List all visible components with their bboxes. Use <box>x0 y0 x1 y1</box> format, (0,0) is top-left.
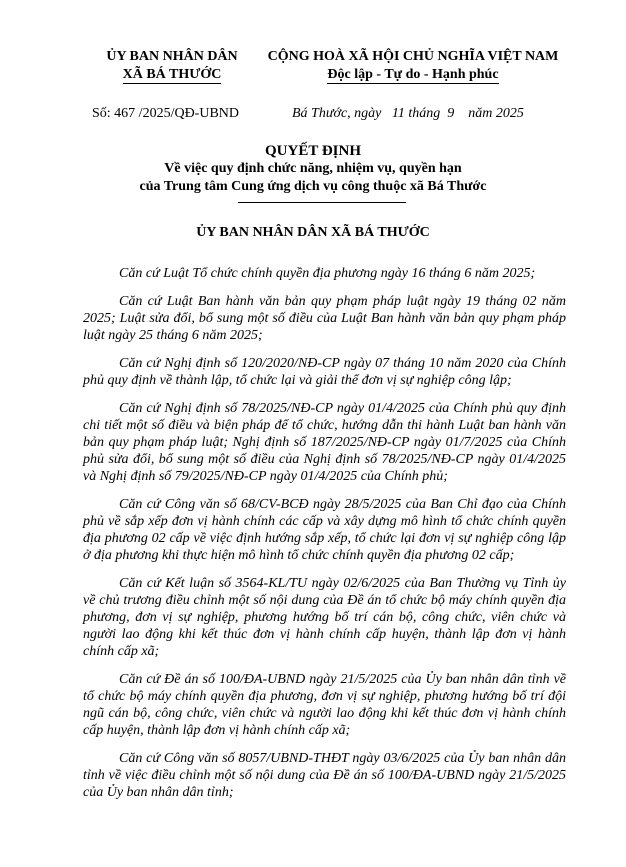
agency-commune: XÃ BÁ THƯỚC <box>122 67 222 82</box>
legal-basis-item: Căn cứ Luật Ban hành văn bản quy phạm pháp luật ngày 19 tháng 02 năm 2025; Luật sửa đổi, bổ sung một số điều của Luật Ban hành văn bản quy phạm pháp luật ngày 25 tháng 6 năm 2025; <box>83 294 566 343</box>
national-title: CỘNG HOÀ XÃ HỘI CHỦ NGHĨA VIỆT NAM <box>267 49 559 64</box>
decision-subject-line2: của Trung tâm Cung ứng dịch vụ công thuộc xã Bá Thước <box>139 179 487 194</box>
national-header <box>258 48 568 84</box>
legal-basis-item: Căn cứ Luật Tổ chức chính quyền địa phương ngày 16 tháng 6 năm 2025; <box>119 266 536 281</box>
document-date: Bá Thước, ngày 11 tháng 9 năm 2025 <box>292 106 524 121</box>
legal-basis-item: Căn cứ Công văn số 8057/UBND-THĐT ngày 03/6/2025 của Ủy ban nhân dân tỉnh về việc điều chỉnh một số nội dung của Đề án số 100/ĐA-UBND ngày 21/5/2025 của Ủy ban nhân dân tỉnh; <box>83 751 566 800</box>
legal-basis-item: Căn cứ Nghị định số 78/2025/NĐ-CP ngày 01/4/2025 của Chính phủ quy định chi tiết một số điều và biện pháp để tổ chức, hướng dẫn thi hành Luật ban hành văn bản quy phạm pháp luật; Nghị định số 187/2025/NĐ-CP ngày 01/7/2025 của Chính phủ sửa đổi, bổ sung một số điều của Nghị định số 78/2025/NĐ-CP ngày 01/4/2025 và Nghị định số 79/2025/NĐ-CP ngày 01/4/2025 của Chính phủ; <box>83 401 566 484</box>
title-underline <box>238 202 406 203</box>
national-motto: Độc lập - Tự do - Hạnh phúc <box>327 67 499 82</box>
decision-subject-line1: Về việc quy định chức năng, nhiệm vụ, quyền hạn <box>164 161 462 176</box>
decision-heading: QUYẾT ĐỊNH <box>265 143 361 159</box>
document-number: Số: 467 /2025/QĐ-UBND <box>92 106 240 121</box>
legal-basis-item: Căn cứ Kết luận số 3564-KL/TU ngày 02/6/2025 của Ban Thường vụ Tỉnh ủy về chủ trương điều chỉnh một số nội dung của Đề án tổ chức bộ máy chính quyền địa phương, đơn vị sự nghiệp, phương hướng bố trí cán bộ, công chức, viên chức và người lao động khi kết thúc đơn vị hành chính cấp huyện, thành lập đơn vị hành chính cấp xã; <box>83 576 566 659</box>
agency-header <box>92 48 252 84</box>
document-title <box>60 142 566 196</box>
legal-bases <box>83 265 566 812</box>
legal-basis-item: Căn cứ Nghị định số 120/2020/NĐ-CP ngày 07 tháng 10 năm 2020 của Chính phủ quy định về thành lập, tổ chức lại và giải thể đơn vị sự nghiệp công lập; <box>83 356 566 388</box>
legal-basis-item: Căn cứ Đề án số 100/ĐA-UBND ngày 21/5/2025 của Ủy ban nhân dân tỉnh về tổ chức bộ máy chính quyền địa phương, đơn vị sự nghiệp, phương hướng bố trí đội ngũ cán bộ, công chức, viên chức và người lao động khi kết thúc đơn vị hành chính cấp huyện, thành lập đơn vị hành chính cấp xã; <box>83 672 566 738</box>
agency-name: ỦY BAN NHÂN DÂN <box>106 49 238 64</box>
issuing-authority: ỦY BAN NHÂN DÂN XÃ BÁ THƯỚC <box>196 225 430 240</box>
legal-basis-item: Căn cứ Công văn số 68/CV-BCĐ ngày 28/5/2025 của Ban Chỉ đạo của Chính phủ về sắp xếp đơn vị hành chính các cấp và xây dựng mô hình tổ chức chính quyền địa phương 02 cấp về việc định hướng sắp xếp, tổ chức lại đơn vị sự nghiệp công lập ở địa phương khi thực hiện mô hình tổ chức chính quyền địa phương 02 cấp; <box>83 497 566 563</box>
